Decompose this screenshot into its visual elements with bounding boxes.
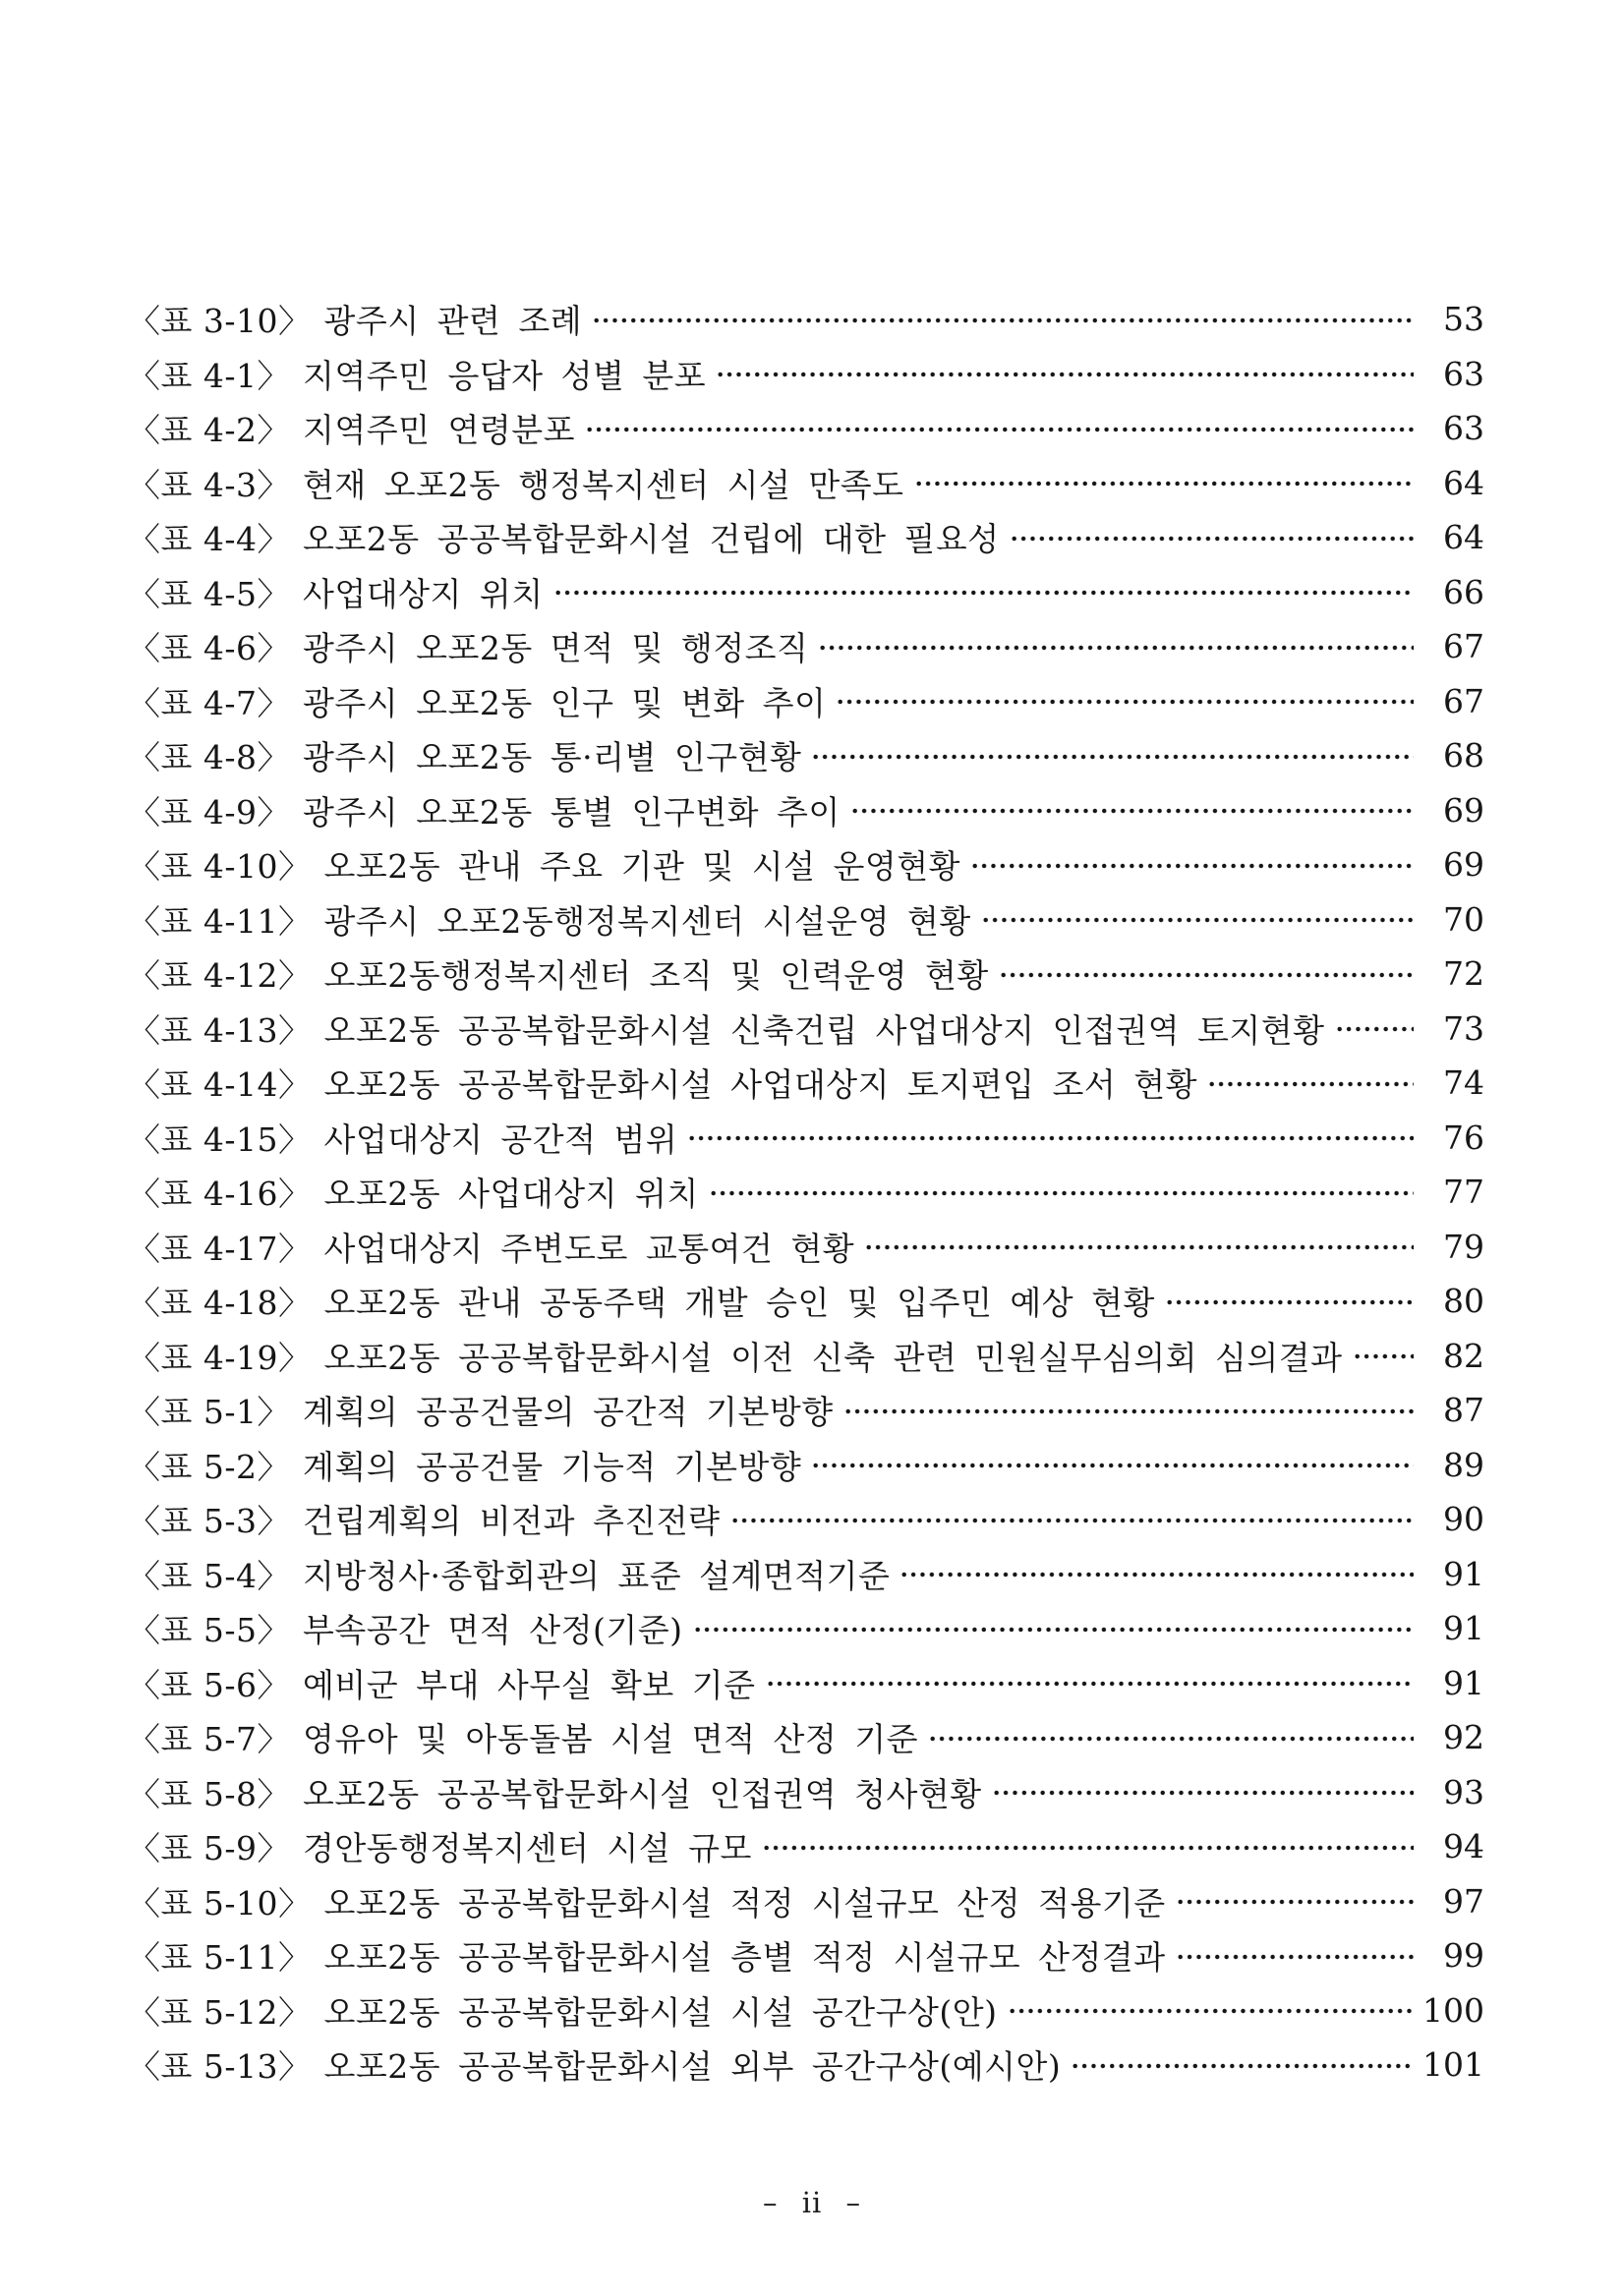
toc-entry-title: 오포2동 사업대상지 위치	[323, 1175, 699, 1214]
toc-entry-page: 93	[1443, 1772, 1484, 1811]
toc-entry-page: 69	[1443, 790, 1484, 830]
toc-entry-page: 79	[1443, 1227, 1484, 1266]
dot-leader	[914, 458, 1414, 511]
toc-entry-label: 〈표 5-12〉	[128, 1992, 312, 2032]
toc-entry	[128, 674, 1484, 729]
dot-leader	[766, 1658, 1414, 1711]
toc-entry-label: 〈표 5-10〉	[128, 1883, 312, 1923]
toc-entry-title: 오포2동 관내 주요 기관 및 시설 운영현황	[323, 847, 960, 887]
toc-entry-label: 〈표 5-1〉	[128, 1393, 291, 1432]
toc-entry-label: 〈표 5-8〉	[128, 1774, 291, 1813]
toc-entry-page: 77	[1443, 1173, 1484, 1212]
dot-leader	[970, 839, 1414, 892]
toc-entry	[128, 783, 1484, 838]
toc-entry-title: 오포2동 공공복합문화시설 건립에 대한 필요성	[303, 520, 1000, 559]
toc-entry-title: 오포2동 공공복합문화시설 적정 시설규모 산정 적용기준	[323, 1883, 1166, 1923]
toc-entry-label: 〈표 5-7〉	[128, 1720, 291, 1759]
toc-entry-label: 〈표 4-4〉	[128, 520, 291, 559]
dot-leader	[716, 349, 1414, 402]
toc-entry-page: 74	[1443, 1063, 1484, 1103]
toc-entry-title: 영유아 및 아동돌봄 시설 면적 산정 기준	[303, 1720, 919, 1759]
toc-entry-label: 〈표 4-16〉	[128, 1175, 312, 1214]
toc-entry-page: 64	[1443, 518, 1484, 557]
toc-entry-label: 〈표 4-13〉	[128, 1010, 312, 1050]
toc-entry	[128, 1329, 1484, 1384]
dot-leader	[864, 1222, 1414, 1275]
dot-leader	[1071, 2039, 1414, 2093]
toc-entry-label: 〈표 4-1〉	[128, 356, 291, 395]
dot-leader	[693, 1603, 1414, 1656]
toc-entry	[128, 1983, 1484, 2038]
toc-entry-page: 73	[1443, 1008, 1484, 1048]
toc-entry-title: 지역주민 연령분포	[303, 411, 576, 450]
toc-entry	[128, 1438, 1484, 1493]
toc-entry	[128, 1656, 1484, 1711]
toc-entry-page: 64	[1443, 463, 1484, 502]
dot-leader	[687, 1113, 1414, 1166]
toc-entry-title: 오포2동 공공복합문화시설 시설 공간구상(안)	[323, 1992, 998, 2032]
toc-entry-label: 〈표 5-5〉	[128, 1611, 291, 1650]
dot-leader	[592, 294, 1414, 347]
toc-entry-label: 〈표 4-9〉	[128, 792, 291, 832]
toc-entry-title: 광주시 오포2동행정복지센터 시설운영 현황	[323, 901, 971, 941]
toc-entry	[128, 292, 1484, 347]
toc-entry-page: 67	[1443, 627, 1484, 666]
toc-entry-title: 광주시 오포2동 인구 및 변화 추이	[303, 683, 827, 722]
dot-leader	[999, 948, 1414, 1002]
toc-entry-label: 〈표 4-14〉	[128, 1065, 312, 1105]
dot-leader	[899, 1549, 1414, 1602]
toc-entry-title: 건립계획의 비전과 추진전략	[303, 1502, 721, 1541]
toc-entry-label: 〈표 5-3〉	[128, 1502, 291, 1541]
dot-leader	[818, 621, 1414, 674]
toc-entry-page: 89	[1443, 1445, 1484, 1484]
toc-entry-page: 70	[1443, 899, 1484, 939]
toc-entry-title: 사업대상지 공간적 범위	[323, 1119, 678, 1159]
toc-entry	[128, 456, 1484, 511]
toc-entry-label: 〈표 4-2〉	[128, 411, 291, 450]
toc-entry-label: 〈표 4-12〉	[128, 956, 312, 996]
toc-entry-page: 91	[1443, 1554, 1484, 1593]
toc-entry	[128, 2038, 1484, 2093]
toc-entry	[128, 1874, 1484, 1929]
toc-entry-label: 〈표 5-4〉	[128, 1556, 291, 1595]
toc-entry-title: 오포2동 관내 공동주택 개발 승인 및 입주민 예상 현황	[323, 1284, 1155, 1323]
toc-entry	[128, 1165, 1484, 1220]
dot-leader	[762, 1821, 1414, 1874]
toc-entry-label: 〈표 4-8〉	[128, 738, 291, 777]
toc-entry-label: 〈표 4-18〉	[128, 1284, 312, 1323]
toc-entry-title: 오포2동 공공복합문화시설 사업대상지 토지편입 조서 현황	[323, 1065, 1198, 1105]
toc-entry	[128, 565, 1484, 620]
dot-leader	[811, 730, 1414, 783]
toc-entry-label: 〈표 3-10〉	[128, 302, 312, 341]
toc-entry-title: 오포2동 공공복합문화시설 외부 공간구상(예시안)	[323, 2047, 1062, 2087]
toc-entry-page: 87	[1443, 1391, 1484, 1430]
toc-entry-page: 63	[1443, 409, 1484, 448]
toc-entry	[128, 1928, 1484, 1983]
toc-entry-page: 66	[1443, 572, 1484, 611]
dot-leader	[1335, 1004, 1414, 1057]
toc-entry-label: 〈표 4-19〉	[128, 1338, 312, 1377]
list-of-tables	[128, 292, 1484, 2093]
toc-entry	[128, 1547, 1484, 1602]
dot-leader	[709, 1167, 1414, 1220]
dot-leader	[1353, 1331, 1414, 1384]
toc-entry	[128, 1111, 1484, 1166]
toc-entry-title: 경안동행정복지센터 시설 규모	[303, 1829, 752, 1868]
dot-leader	[553, 567, 1414, 620]
toc-entry-label: 〈표 4-15〉	[128, 1119, 312, 1159]
toc-entry-label: 〈표 4-3〉	[128, 465, 291, 504]
dot-leader	[1165, 1276, 1414, 1329]
toc-entry-title: 광주시 관련 조례	[323, 302, 583, 341]
dot-leader	[585, 403, 1414, 456]
dot-leader	[1010, 512, 1414, 565]
toc-entry-page: 67	[1443, 681, 1484, 720]
toc-entry-page: 63	[1443, 354, 1484, 393]
toc-entry	[128, 947, 1484, 1002]
dot-leader	[850, 785, 1414, 838]
toc-entry-label: 〈표 4-7〉	[128, 683, 291, 722]
toc-entry-label: 〈표 5-11〉	[128, 1938, 312, 1978]
toc-entry	[128, 619, 1484, 674]
toc-entry-title: 사업대상지 주변도로 교통여건 현황	[323, 1229, 855, 1268]
toc-entry-label: 〈표 5-13〉	[128, 2047, 312, 2087]
toc-entry-title: 지방청사·종합회관의 표준 설계면적기준	[303, 1556, 891, 1595]
toc-entry	[128, 1274, 1484, 1329]
toc-entry	[128, 1220, 1484, 1275]
toc-entry	[128, 728, 1484, 783]
toc-entry	[128, 401, 1484, 456]
toc-entry-page: 90	[1443, 1500, 1484, 1539]
toc-entry-page: 80	[1443, 1282, 1484, 1321]
toc-entry	[128, 347, 1484, 402]
toc-entry-label: 〈표 5-9〉	[128, 1829, 291, 1868]
toc-entry-page: 101	[1422, 2045, 1484, 2085]
toc-entry-title: 광주시 오포2동 통·리별 인구현황	[303, 738, 802, 777]
toc-entry-page: 92	[1443, 1718, 1484, 1757]
dot-leader	[1176, 1876, 1414, 1929]
toc-entry-title: 현재 오포2동 행정복지센터 시설 만족도	[303, 465, 904, 504]
toc-entry-title: 오포2동행정복지센터 조직 및 인력운영 현황	[323, 956, 989, 996]
toc-entry-title: 부속공간 면적 산정(기준)	[303, 1611, 683, 1650]
toc-entry-page: 91	[1443, 1609, 1484, 1648]
toc-entry-label: 〈표 5-2〉	[128, 1447, 291, 1486]
dot-leader	[730, 1494, 1414, 1547]
toc-entry-title: 예비군 부대 사무실 확보 기준	[303, 1665, 756, 1704]
toc-entry	[128, 1710, 1484, 1765]
toc-entry-page: 100	[1422, 1990, 1484, 2030]
dot-leader	[981, 894, 1414, 947]
toc-entry-label: 〈표 4-11〉	[128, 901, 312, 941]
toc-entry-page: 97	[1443, 1881, 1484, 1921]
toc-entry-label: 〈표 4-6〉	[128, 629, 291, 668]
toc-entry-title: 광주시 오포2동 면적 및 행정조직	[303, 629, 809, 668]
toc-entry-page: 82	[1443, 1336, 1484, 1375]
toc-entry-page: 99	[1443, 1936, 1484, 1976]
toc-entry-title: 오포2동 공공복합문화시설 이전 신축 관련 민원실무심의회 심의결과	[323, 1338, 1343, 1377]
toc-entry-title: 지역주민 응답자 성별 분포	[303, 356, 707, 395]
toc-entry-title: 오포2동 공공복합문화시설 층별 적정 시설규모 산정결과	[323, 1938, 1166, 1978]
toc-entry-label: 〈표 4-5〉	[128, 574, 291, 613]
toc-entry-page: 53	[1443, 300, 1484, 339]
toc-entry	[128, 1765, 1484, 1820]
toc-entry	[128, 892, 1484, 947]
toc-entry	[128, 837, 1484, 892]
dot-leader	[1176, 1930, 1414, 1983]
toc-entry	[128, 1383, 1484, 1438]
dot-leader	[843, 1385, 1414, 1438]
toc-entry	[128, 1601, 1484, 1656]
toc-entry-label: 〈표 4-10〉	[128, 847, 312, 887]
toc-entry-label: 〈표 4-17〉	[128, 1229, 312, 1268]
toc-entry-page: 68	[1443, 736, 1484, 775]
toc-entry-page: 72	[1443, 954, 1484, 994]
toc-entry-title: 오포2동 공공복합문화시설 인접권역 청사현황	[303, 1774, 982, 1813]
toc-entry-page: 76	[1443, 1118, 1484, 1157]
toc-entry-page: 91	[1443, 1663, 1484, 1702]
toc-entry-page: 94	[1443, 1827, 1484, 1866]
toc-entry	[128, 1002, 1484, 1057]
toc-entry-title: 오포2동 공공복합문화시설 신축건립 사업대상지 인접권역 토지현황	[323, 1010, 1325, 1050]
toc-entry-title: 광주시 오포2동 통별 인구변화 추이	[303, 792, 841, 832]
toc-entry-title: 사업대상지 위치	[303, 574, 544, 613]
toc-entry	[128, 1492, 1484, 1547]
dot-leader	[992, 1767, 1414, 1820]
page-number-footer: – ii –	[763, 2186, 861, 2219]
dot-leader	[1207, 1058, 1414, 1111]
dot-leader	[811, 1440, 1414, 1493]
dot-leader	[928, 1712, 1414, 1765]
toc-entry-page: 69	[1443, 845, 1484, 885]
dot-leader	[1008, 1985, 1414, 2038]
toc-entry-label: 〈표 5-6〉	[128, 1665, 291, 1704]
toc-entry	[128, 1056, 1484, 1111]
toc-entry-title: 계획의 공공건물의 공간적 기본방향	[303, 1393, 834, 1432]
toc-entry	[128, 510, 1484, 565]
dot-leader	[836, 676, 1414, 729]
toc-entry	[128, 1819, 1484, 1874]
toc-entry-title: 계획의 공공건물 기능적 기본방향	[303, 1447, 802, 1486]
